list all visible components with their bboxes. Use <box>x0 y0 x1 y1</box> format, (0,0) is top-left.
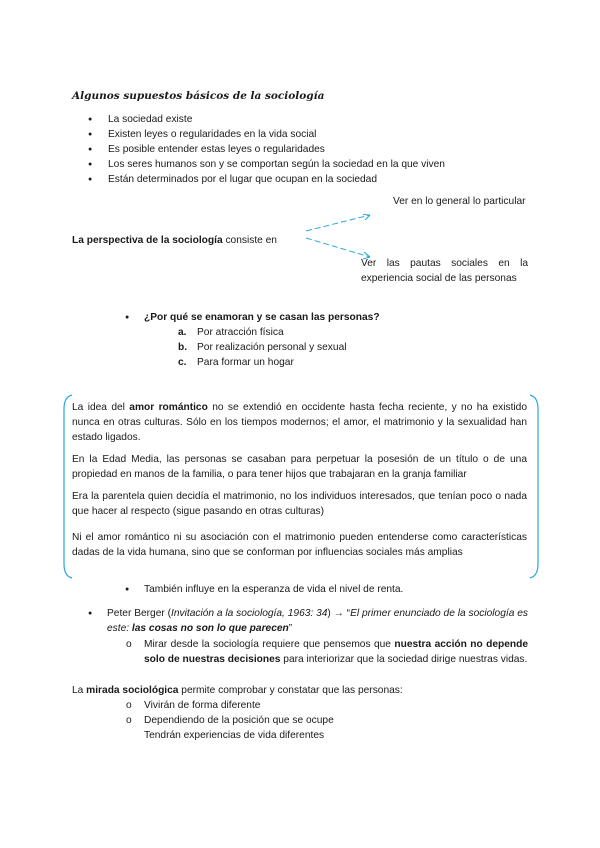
gaze-item: Vivirán de forma diferente <box>144 700 261 711</box>
circle-bullet-icon: o <box>126 639 132 650</box>
p1-end: no se extendió en occidente hasta fecha reciente, y no ha existido nunca en otras culturas. Sólo en los tiempos modernos; el amor, el matrimonio y la sexualidad han estado ligados. <box>72 402 527 443</box>
bullet-icon: ● <box>88 610 93 617</box>
gaze-pre: La <box>72 685 87 696</box>
option-item <box>178 340 347 355</box>
berger-sub-start: Mirar desde la sociología requiere que pensemos que <box>144 639 395 650</box>
option-text: Para formar un hogar <box>197 357 294 368</box>
option-text: Por atracción física <box>197 327 284 338</box>
option-letter: c. <box>178 357 187 368</box>
gaze-sentence <box>72 683 403 698</box>
option-item <box>178 325 347 340</box>
arrowhead-top-icon <box>363 215 370 221</box>
box-paragraph-2: En la Edad Media, las personas se casaban para perpetuar la posesión de un título o de una propiedad en manos de la familia, o para tener hijos que trabajaran en la granja familiar <box>72 454 527 480</box>
life-expectancy-item <box>125 582 403 597</box>
left-bracket-icon <box>64 395 72 578</box>
romantic-love-box <box>60 393 542 580</box>
berger-sub-end: para interiorizar que la sociedad dirige nuestras vidas. <box>280 654 528 665</box>
box-paragraph-4: Ni el amor romántico ni su asociación con el matrimonio pueden entenderse como características dadas de la vida humana, sino que se conforman por influencias sociales más amplias <box>72 532 527 558</box>
berger-sub <box>144 637 528 667</box>
berger-quote <box>107 606 528 636</box>
berger-book: Invitación a la sociología, 1963: 34 <box>171 608 328 619</box>
section-title: Algunos supuestos básicos de la sociología <box>72 90 325 102</box>
arrow-line-top <box>306 215 370 231</box>
option-letter: b. <box>178 342 188 353</box>
question-text: ¿Por qué se enamoran y se casan las personas? <box>144 312 380 323</box>
list-item: ● Los seres humanos son y se comportan según la sociedad en la que viven <box>0 157 445 172</box>
berger-quote-bold: las cosas no son lo que parecen <box>131 623 289 634</box>
circle-bullet-icon: o <box>126 715 132 726</box>
p1-start: La idea del <box>72 402 130 413</box>
berger-sub-bold: nuestra acción no depende solo de nuestras decisiones <box>144 639 528 665</box>
gaze-post: permite comprobar y constatar que las personas: <box>178 685 403 696</box>
option-letter: a. <box>178 327 187 338</box>
p1-bold: amor romántico <box>129 402 208 413</box>
life-expectancy-text: También influye en la esperanza de vida el nivel de renta. <box>144 584 404 595</box>
branch-bottom-text <box>361 256 528 286</box>
gaze-tail: Tendrán experiencias de vida diferentes <box>144 730 325 741</box>
circle-bullet-icon: o <box>126 700 132 711</box>
bullet-icon: ● <box>125 314 130 321</box>
question-options <box>178 325 347 370</box>
assumptions-list <box>0 112 445 187</box>
perspective-label: La perspectiva de la sociología <box>72 235 223 246</box>
berger-name: Peter Berger ( <box>107 608 172 619</box>
right-bracket-icon <box>530 395 538 578</box>
berger-quote-text: El primer enunciado de la sociología es este: <box>107 608 528 634</box>
perspective-rest: consiste en <box>222 235 277 246</box>
list-item: ● Existen leyes o regularidades en la vida social <box>0 127 445 142</box>
perspective-sentence <box>72 233 277 248</box>
branch-top-text: Ver en lo general lo particular <box>393 196 526 207</box>
berger-close: ” <box>288 623 293 634</box>
box-paragraph-3: Era la parentela quien decidía el matrimonio, no los individuos interesados, que tenían poco o nada que hacer al respecto (sigue pasando en otras culturas) <box>72 491 527 517</box>
list-item: ● Están determinados por el lugar que ocupan en la sociedad <box>0 172 445 187</box>
berger-arrow: ) → “ <box>327 608 351 619</box>
branch-bottom-label: Ver las pautas sociales en la experiencia social de las personas <box>361 258 528 284</box>
option-text: Por realización personal y sexual <box>197 342 347 353</box>
question-item <box>125 310 380 325</box>
gaze-item: Dependiendo de la posición que se ocupe <box>144 715 334 726</box>
box-paragraph-1 <box>72 400 527 445</box>
list-item: ● La sociedad existe <box>0 112 445 127</box>
bullet-icon: ● <box>125 586 130 593</box>
gaze-bold: mirada sociológica <box>86 685 179 696</box>
arrow-line-bottom <box>306 238 370 257</box>
option-item <box>178 355 347 370</box>
list-item: ● Es posible entender estas leyes o regularidades <box>0 142 445 157</box>
